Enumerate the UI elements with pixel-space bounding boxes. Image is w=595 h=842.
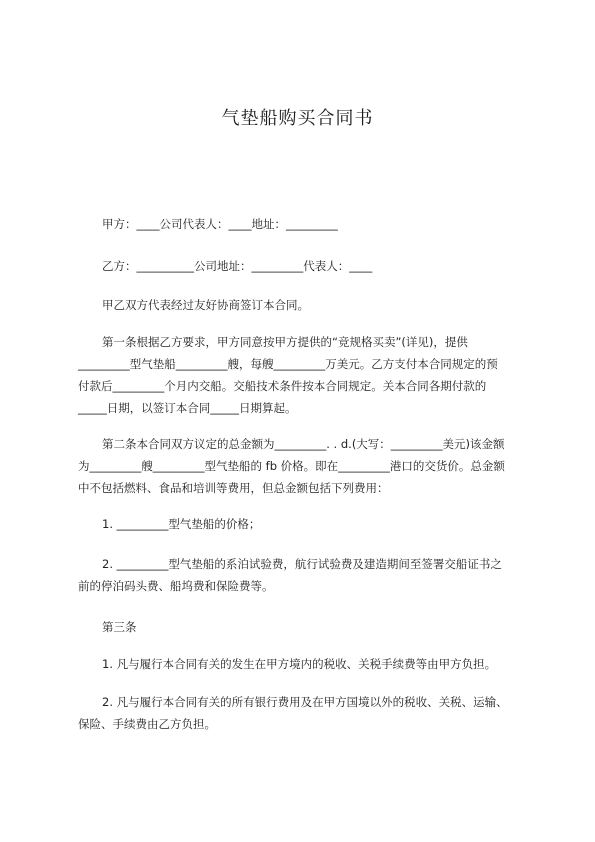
intro-paragraph: 甲乙双方代表经过友好协商签订本合同。 [102,298,309,312]
article-3-item-1: 1. 凡与履行本合同有关的发生在甲方境内的税收、关税手续费等由甲方负担。 [102,657,497,671]
article-2 [78,433,528,499]
article-2-item-2 [78,553,528,597]
article-1-line: 付款后_________个月内交船。交船技术条件按本合同规定。关本合同各期付款的 [78,379,487,393]
article-3-item-2 [78,691,528,735]
article-2-line: 为_________艘_________型气垫船的 fb 价格。即在_________港口的交货价。总金额 [78,459,505,473]
article-2-item-1: 1. _________型气垫船的价格； [102,517,261,531]
article-2-line: 中不包括燃料、食品和培训等费用，但总金额包括下列费用： [78,481,389,495]
article-2-line: 第二条本合同双方议定的总金额为_________. . d.(大写：_________美元)该金额 [102,437,505,451]
article-2-item-2-line: 前的停泊码头费、船坞费和保险费等。 [78,579,274,593]
party-a-line: 甲方：____公司代表人：____地址：_________ [102,217,338,231]
article-3-title: 第三条 [102,620,137,634]
article-1-line: 第一条根据乙方要求，甲方同意按甲方提供的“竞规格买卖”(详见)，提供 [102,335,468,349]
article-2-item-2-line: 2. _________型气垫船的系泊试验费，航行试验费及建造期间至签署交船证书之 [102,557,502,571]
article-3-item-2-line: 2. 凡与履行本合同有关的所有银行费用及在甲方国境以外的税收、关税、运输、 [102,695,508,709]
article-1-line: _________型气垫船_________艘，每艘_________万美元。乙方支付本合同规定的预 [78,357,498,371]
article-1-line: _____日期，以签订本合同_____日期算起。 [78,401,297,415]
article-1 [78,331,528,419]
document-title: 气垫船购买合同书 [221,108,374,129]
article-3-item-2-line: 保险、手续费由乙方负担。 [78,717,216,731]
party-b-line: 乙方：__________公司地址：_________代表人：____ [102,259,373,273]
